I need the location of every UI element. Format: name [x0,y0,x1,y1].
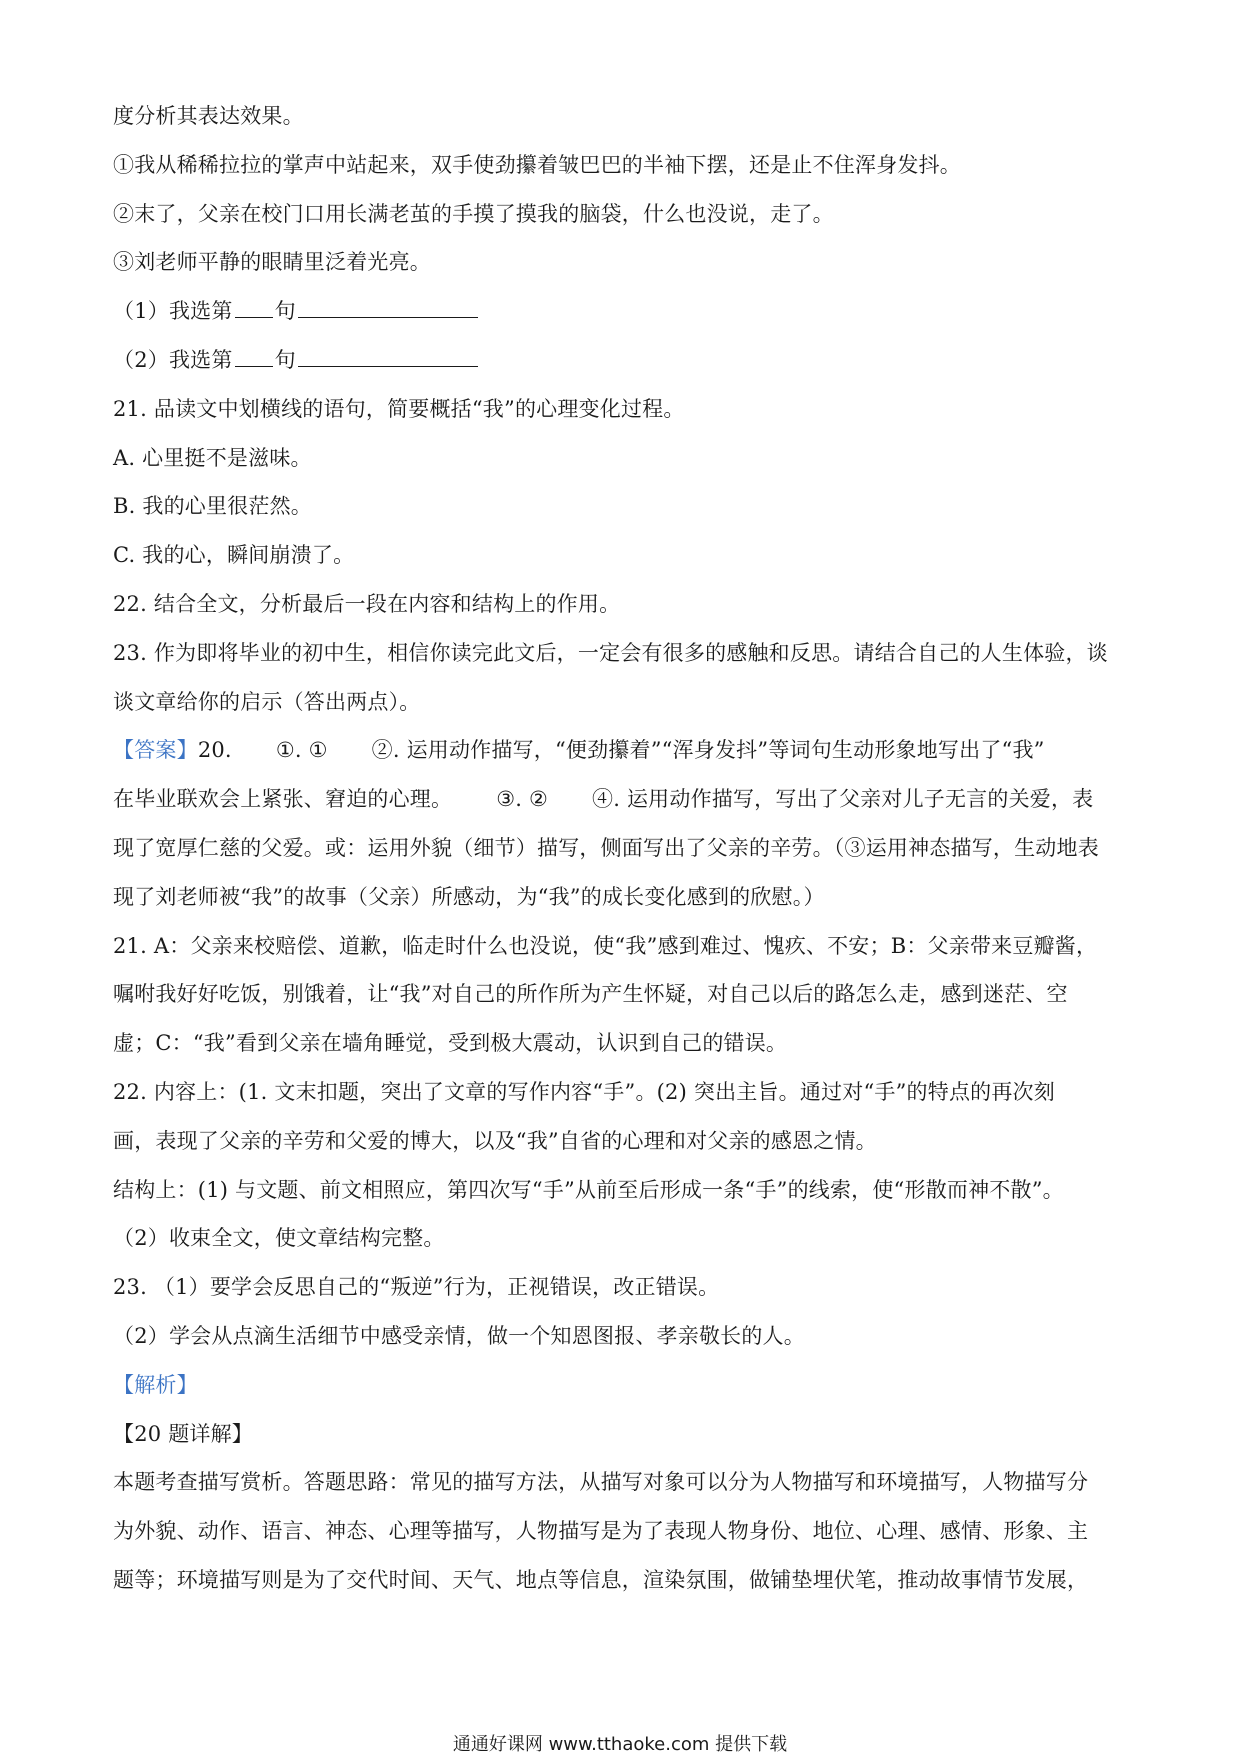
fill-1-prefix: （1）我选第 [113,299,233,324]
q20-sentence-3: ③刘老师平静的眼睛里泛着光亮。 [113,250,431,275]
answer-22-line-3: 结构上：(1) 与文题、前文相照应，第四次写“手”从前至后形成一条“手”的线索，使“形散而神不散”。 [113,1177,1064,1202]
answer-21-line-3: 虚；C：“我”看到父亲在墙角睡觉，受到极大震动，认识到自己的错误。 [113,1031,788,1056]
q20-sentence-1: ①我从稀稀拉拉的掌声中站起来，双手使劲攥着皱巴巴的半袖下摆，还是止不住浑身发抖。 [113,152,961,177]
fill-2-number-blank[interactable] [235,345,273,367]
q20-fill-1 [113,287,1133,336]
a20-num: 20. [197,738,232,763]
fill-1-answer-blank[interactable] [298,296,478,318]
fill-2-answer-blank[interactable] [298,345,478,367]
answer-22-line-2: 画，表现了父亲的辛劳和父爱的博大，以及“我”自省的心理和对父亲的感恩之情。 [113,1128,877,1153]
fill-2-mid: 句 [274,347,296,372]
analysis-line-2: 为外貌、动作、语言、神态、心理等描写，人物描写是为了表现人物身份、地位、心理、感情、形象、主 [113,1519,1089,1544]
answer-22-line-1: 22. 内容上：(1. 文末扣题，突出了文章的写作内容“手”。(2) 突出主旨。通过对“手”的特点的再次刻 [113,1079,1055,1104]
fill-1-mid: 句 [274,299,296,324]
q20-prompt-end: 度分析其表达效果。 [113,104,304,128]
q23-prompt-line-1: 23. 作为即将毕业的初中生，相信你读完此文后，一定会有很多的感触和反思。请结合自己的人生体验，谈 [113,640,1108,665]
a20-item-1: ①. ① [275,738,328,763]
answer-22-line-4: （2）收束全文，使文章结构完整。 [113,1226,445,1251]
document-page [113,92,1133,1605]
fill-1-number-blank[interactable] [235,296,273,318]
fill-2-prefix: （2）我选第 [113,347,233,372]
answer-23-line-2: （2）学会从点滴生活细节中感受亲情，做一个知恩图报、孝亲敬长的人。 [113,1323,805,1348]
answer-21-line-1: 21. A：父亲来校赔偿、道歉，临走时什么也没说，使“我”感到难过、愧疚、不安；B：父亲带来豆瓣酱， [113,933,1098,958]
answer-20-line-1 [113,726,1133,775]
answer-21-line-2: 嘱咐我好好吃饭，别饿着，让“我”对自己的所作所为产生怀疑，对自己以后的路怎么走，感到迷茫、空 [113,982,1068,1007]
answer-20-line-3: 现了宽厚仁慈的父爱。或：运用外貌（细节）描写，侧面写出了父亲的辛劳。（③运用神态描写，生动地表 [113,835,1099,860]
q21-option-c: C. 我的心，瞬间崩溃了。 [113,543,355,568]
q23-prompt-line-2: 谈文章给你的启示（答出两点）。 [113,689,421,714]
q20-fill-2 [113,336,1133,385]
analysis-line-3: 题等；环境描写则是为了交代时间、天气、地点等信息，渲染氛围，做铺垫埋伏笔，推动故事情节发展， [113,1567,1089,1592]
q21-prompt: 21. 品读文中划横线的语句，简要概括“我”的心理变化过程。 [113,396,685,421]
q21-option-a: A. 心里挺不是滋味。 [113,445,312,470]
a20-item-2: ②. 运用动作描写，“便劲攥着”“浑身发抖”等词句生动形象地写出了“我” [371,738,1045,763]
analysis-line-1: 本题考查描写赏析。答题思路：常见的描写方法，从描写对象可以分为人物描写和环境描写，人物描写分 [113,1470,1089,1495]
answer-20-line-2 [113,775,1133,824]
answer-23-line-1: 23. （1）要学会反思自己的“叛逆”行为，正视错误，改正错误。 [113,1275,720,1300]
a20-line2-part2: ③. ② [496,787,549,812]
footer-source: 通通好课网 www.tthaoke.com 提供下载 [452,1734,788,1755]
analysis-label: 【解析】 [113,1372,198,1397]
answer-20-line-4: 现了刘老师被“我”的故事（父亲）所感动，为“我”的成长变化感到的欣慰。） [113,884,825,909]
q20-sentence-2: ②末了，父亲在校门口用长满老茧的手摸了摸我的脑袋，什么也没说，走了。 [113,201,834,226]
q21-option-b: B. 我的心里很茫然。 [113,494,312,519]
a20-line2-part3: ④. 运用动作描写，写出了父亲对儿子无言的关爱，表 [592,787,1094,812]
q20-detail-heading: 【20 题详解】 [113,1421,253,1446]
answer-label: 【答案】 [113,738,198,763]
a20-line2-part1: 在毕业联欢会上紧张、窘迫的心理。 [113,787,453,812]
q22-prompt: 22. 结合全文，分析最后一段在内容和结构上的作用。 [113,591,621,616]
